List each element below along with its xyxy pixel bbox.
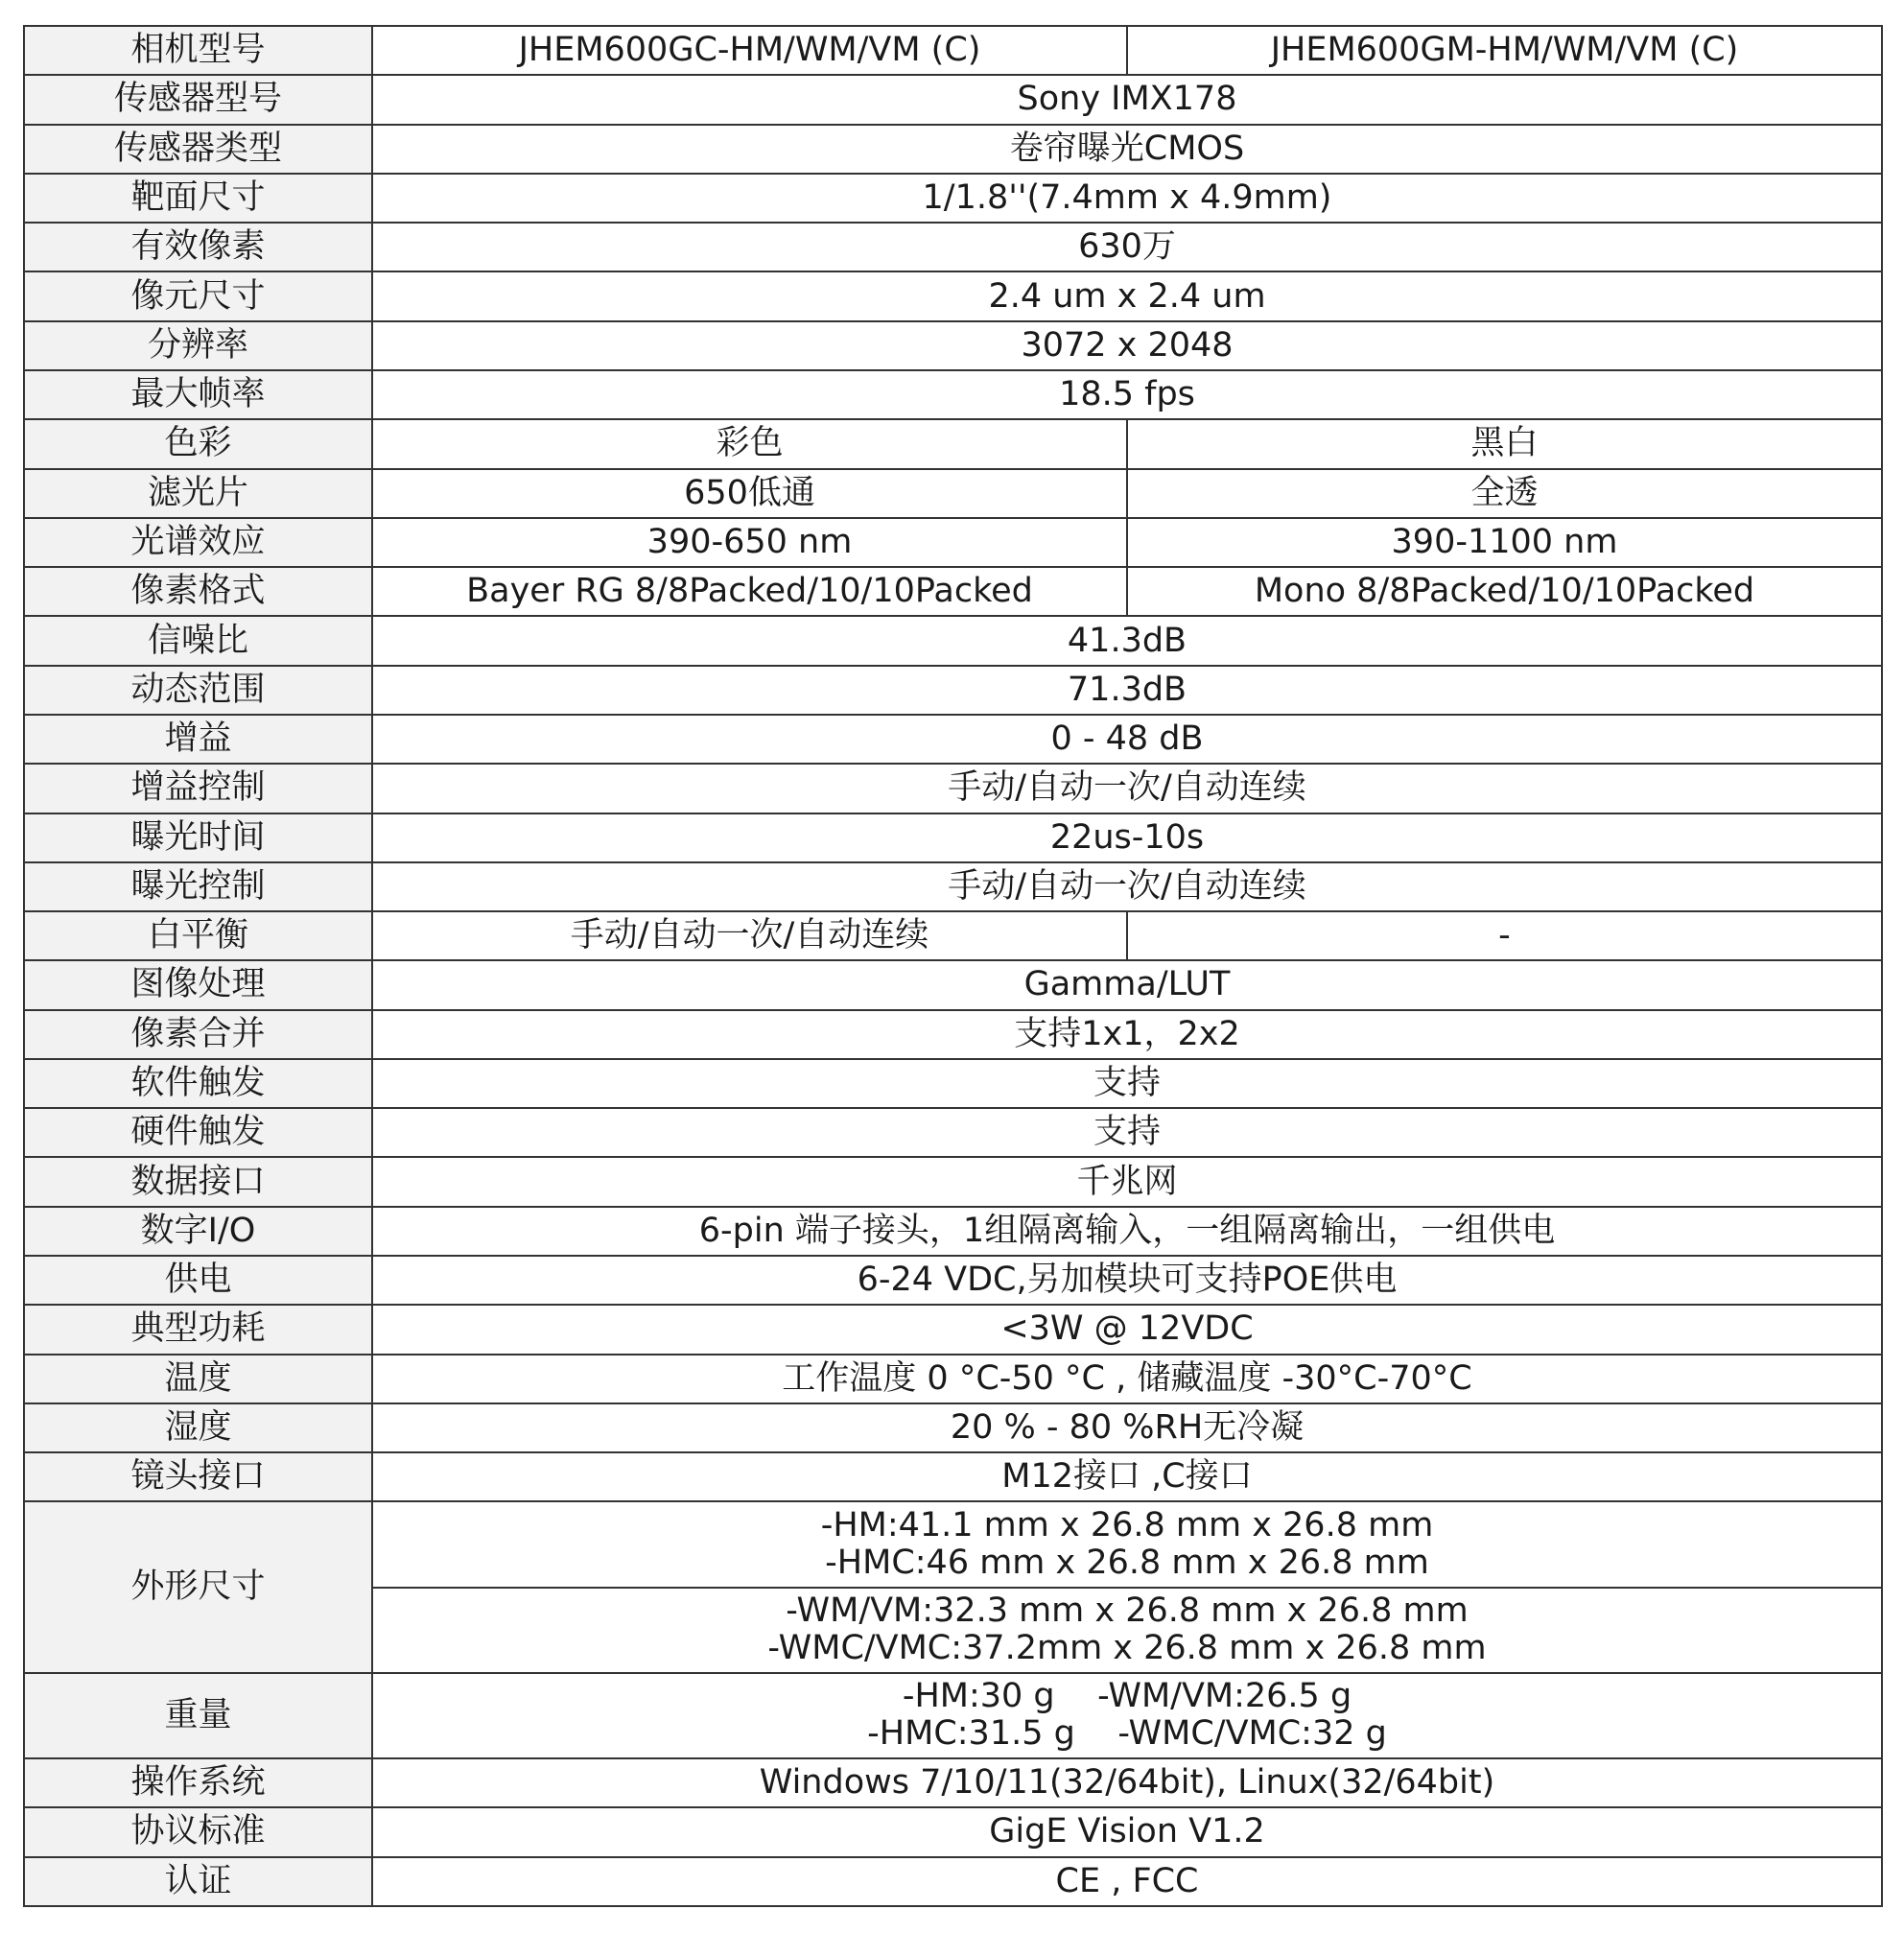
- row-label: 分辨率: [24, 321, 372, 370]
- row-label: 增益控制: [24, 764, 372, 813]
- row-value: GigE Vision V1.2: [372, 1807, 1882, 1856]
- row-label: 图像处理: [24, 960, 372, 1009]
- value-gc-model: 390-650 nm: [372, 518, 1127, 567]
- row-value: 支持1x1，2x2: [372, 1010, 1882, 1059]
- table-row: [24, 764, 1882, 813]
- row-label: 光谱效应: [24, 518, 372, 567]
- row-value: 41.3dB: [372, 616, 1882, 665]
- table-row: [24, 567, 1882, 616]
- row-value: 18.5 fps: [372, 370, 1882, 419]
- row-label: 像元尺寸: [24, 271, 372, 320]
- table-row: [24, 370, 1882, 419]
- value-gm-model: 黑白: [1127, 419, 1882, 468]
- table-row-dimensions: [24, 1501, 1882, 1587]
- row-value: <3W @ 12VDC: [372, 1305, 1882, 1354]
- row-value: Gamma/LUT: [372, 960, 1882, 1009]
- table-row: [24, 321, 1882, 370]
- table-row: [24, 125, 1882, 174]
- row-value: 2.4 um x 2.4 um: [372, 271, 1882, 320]
- row-value: 630万: [372, 223, 1882, 271]
- value-gc-model: JHEM600GC-HM/WM/VM (C): [372, 26, 1127, 75]
- dimensions-h-series: [372, 1501, 1882, 1587]
- row-label: 硬件触发: [24, 1108, 372, 1157]
- spec-table: [23, 25, 1883, 1907]
- row-label-dimensions: 外形尺寸: [24, 1501, 372, 1672]
- row-label: 操作系统: [24, 1758, 372, 1807]
- row-label: 像素格式: [24, 567, 372, 616]
- value-line: -HMC:31.5 g -WMC/VMC:32 g: [867, 1714, 1387, 1754]
- row-label: 温度: [24, 1355, 372, 1403]
- row-label: 滤光片: [24, 469, 372, 518]
- row-label: 增益: [24, 715, 372, 764]
- value-gc-model: 650低通: [372, 469, 1127, 518]
- row-value: 6-24 VDC,另加模块可支持POE供电: [372, 1256, 1882, 1305]
- table-row: [24, 1857, 1882, 1906]
- row-label-weight: 重量: [24, 1673, 372, 1758]
- table-row: [24, 666, 1882, 715]
- table-row: [24, 75, 1882, 124]
- row-label: 有效像素: [24, 223, 372, 271]
- row-label: 靶面尺寸: [24, 174, 372, 223]
- row-value: 手动/自动一次/自动连续: [372, 862, 1882, 911]
- row-value: 工作温度 0 °C-50 °C , 储藏温度 -30°C-70°C: [372, 1355, 1882, 1403]
- table-row: [24, 271, 1882, 320]
- table-row: [24, 1807, 1882, 1856]
- value-line: -HM:30 g -WM/VM:26.5 g: [902, 1677, 1352, 1716]
- table-row: [24, 1305, 1882, 1354]
- value-gc-model: 手动/自动一次/自动连续: [372, 911, 1127, 960]
- table-row: [24, 715, 1882, 764]
- row-label: 镜头接口: [24, 1452, 372, 1501]
- table-row: [24, 174, 1882, 223]
- row-label: 协议标准: [24, 1807, 372, 1856]
- table-row: [24, 1059, 1882, 1108]
- row-value: M12接口 ,C接口: [372, 1452, 1882, 1501]
- table-row: [24, 960, 1882, 1009]
- table-row: [24, 1452, 1882, 1501]
- row-value: 1/1.8''(7.4mm x 4.9mm): [372, 174, 1882, 223]
- row-value: 20 % - 80 %RH无冷凝: [372, 1403, 1882, 1452]
- table-row: [24, 26, 1882, 75]
- table-row: [24, 1108, 1882, 1157]
- table-row: [24, 1207, 1882, 1256]
- row-label: 认证: [24, 1857, 372, 1906]
- row-label: 最大帧率: [24, 370, 372, 419]
- row-label: 曝光控制: [24, 862, 372, 911]
- value-gm-model: -: [1127, 911, 1882, 960]
- row-label: 像素合并: [24, 1010, 372, 1059]
- table-row-weight: [24, 1673, 1882, 1758]
- value-line: -WM/VM:32.3 mm x 26.8 mm x 26.8 mm: [786, 1591, 1469, 1631]
- row-value: 0 - 48 dB: [372, 715, 1882, 764]
- table-row: [24, 518, 1882, 567]
- table-row: [24, 419, 1882, 468]
- table-row: [24, 1758, 1882, 1807]
- table-row: [24, 616, 1882, 665]
- value-gm-model: 390-1100 nm: [1127, 518, 1882, 567]
- value-line: -HMC:46 mm x 26.8 mm x 26.8 mm: [825, 1544, 1429, 1583]
- row-label: 曝光时间: [24, 813, 372, 862]
- table-row: [24, 1403, 1882, 1452]
- row-value: CE , FCC: [372, 1857, 1882, 1906]
- row-value: 手动/自动一次/自动连续: [372, 764, 1882, 813]
- row-label: 传感器型号: [24, 75, 372, 124]
- row-label: 数据接口: [24, 1157, 372, 1206]
- table-row: [24, 1157, 1882, 1206]
- row-value: 22us-10s: [372, 813, 1882, 862]
- dimensions-wv-series: [372, 1588, 1882, 1673]
- row-label: 动态范围: [24, 666, 372, 715]
- row-label: 信噪比: [24, 616, 372, 665]
- row-value: 71.3dB: [372, 666, 1882, 715]
- row-value: Sony IMX178: [372, 75, 1882, 124]
- table-row: [24, 911, 1882, 960]
- row-value: 6-pin 端子接头，1组隔离输入，一组隔离输出，一组供电: [372, 1207, 1882, 1256]
- row-value: 支持: [372, 1108, 1882, 1157]
- row-label: 传感器类型: [24, 125, 372, 174]
- row-label: 典型功耗: [24, 1305, 372, 1354]
- table-row: [24, 1256, 1882, 1305]
- weight-values: [372, 1673, 1882, 1758]
- table-row: [24, 813, 1882, 862]
- value-gc-model: Bayer RG 8/8Packed/10/10Packed: [372, 567, 1127, 616]
- row-label: 软件触发: [24, 1059, 372, 1108]
- table-row: [24, 469, 1882, 518]
- table-row: [24, 1355, 1882, 1403]
- value-gm-model: JHEM600GM-HM/WM/VM (C): [1127, 26, 1882, 75]
- row-label: 数字I/O: [24, 1207, 372, 1256]
- row-label: 色彩: [24, 419, 372, 468]
- value-line: -HM:41.1 mm x 26.8 mm x 26.8 mm: [820, 1506, 1434, 1545]
- value-gm-model: 全透: [1127, 469, 1882, 518]
- row-label: 相机型号: [24, 26, 372, 75]
- value-line: -WMC/VMC:37.2mm x 26.8 mm x 26.8 mm: [767, 1629, 1487, 1668]
- table-row: [24, 1010, 1882, 1059]
- row-value: Windows 7/10/11(32/64bit), Linux(32/64bit): [372, 1758, 1882, 1807]
- table-row: [24, 862, 1882, 911]
- value-gm-model: Mono 8/8Packed/10/10Packed: [1127, 567, 1882, 616]
- value-gc-model: 彩色: [372, 419, 1127, 468]
- row-value: 支持: [372, 1059, 1882, 1108]
- row-value: 3072 x 2048: [372, 321, 1882, 370]
- row-label: 供电: [24, 1256, 372, 1305]
- spec-table-body: [24, 26, 1882, 1906]
- row-value: 千兆网: [372, 1157, 1882, 1206]
- row-label: 湿度: [24, 1403, 372, 1452]
- row-label: 白平衡: [24, 911, 372, 960]
- table-row: [24, 223, 1882, 271]
- row-value: 卷帘曝光CMOS: [372, 125, 1882, 174]
